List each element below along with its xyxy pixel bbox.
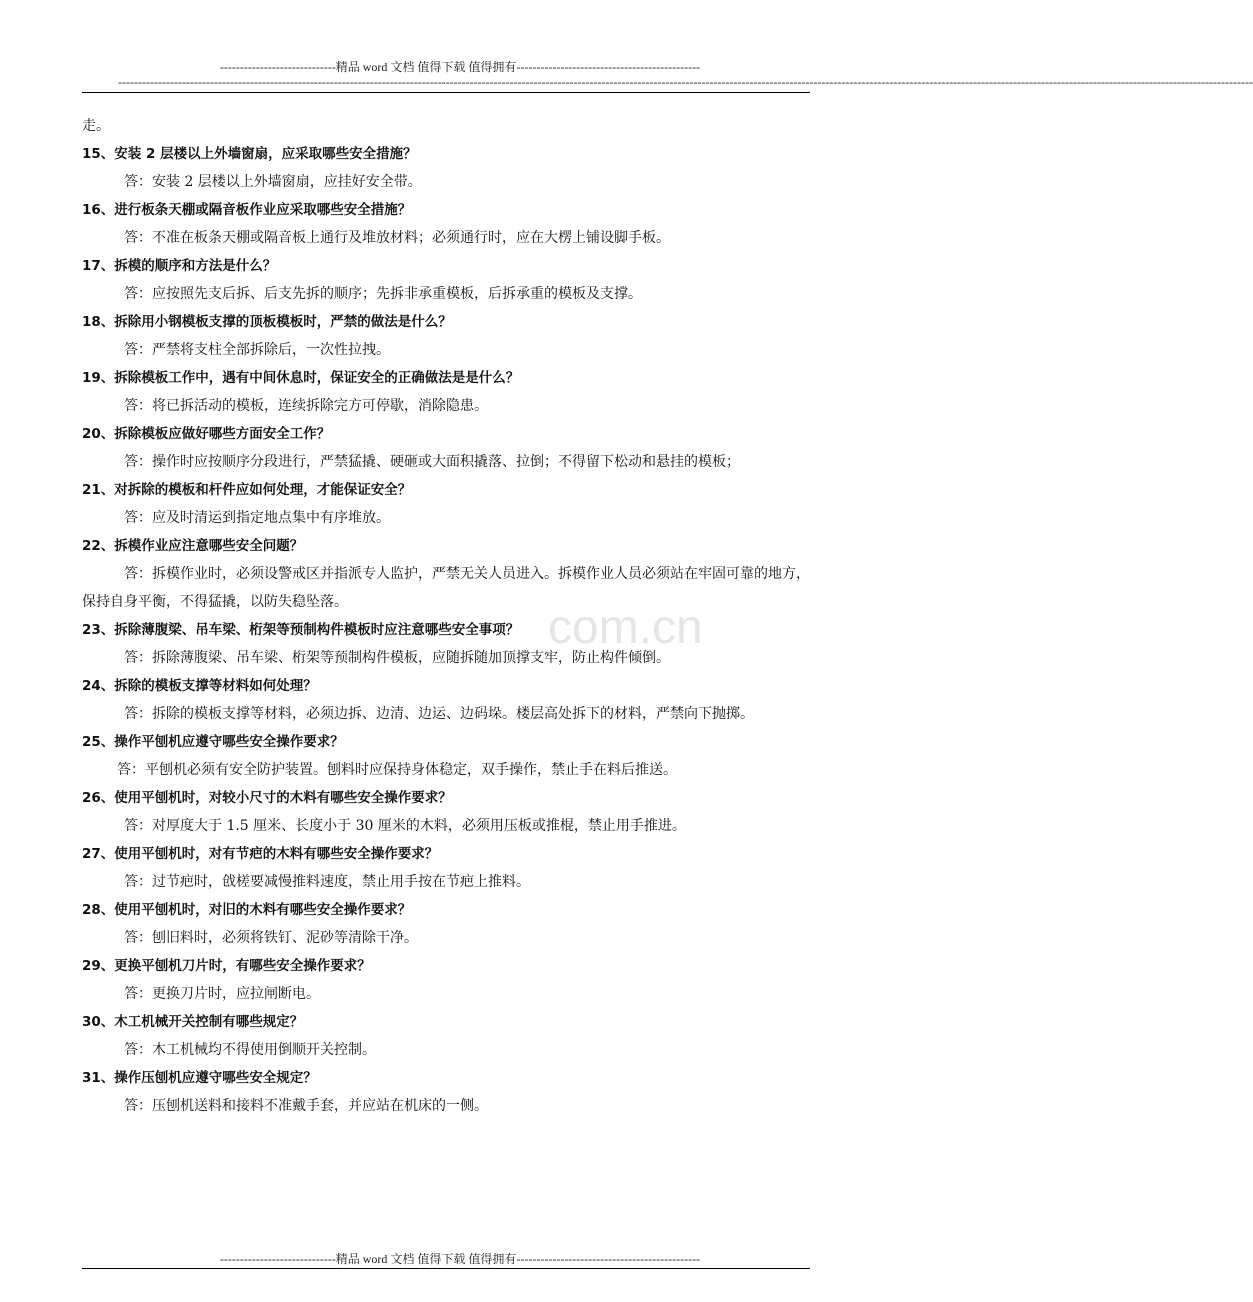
question-24: 24、拆除的模板支撑等材料如何处理？	[82, 678, 317, 694]
question-29: 29、更换平刨机刀片时，有哪些安全操作要求？	[82, 958, 371, 974]
answer-28: 答：刨旧料时，必须将铁钉、泥砂等清除干净。	[124, 930, 418, 946]
question-23: 23、拆除薄腹梁、吊车梁、桁架等预制构件模板时应注意哪些安全事项？	[82, 622, 520, 638]
answer-21: 答：应及时清运到指定地点集中有序堆放。	[124, 510, 390, 526]
answer-23: 答：拆除薄腹梁、吊车梁、桁架等预制构件模板，应随拆随加顶撑支牢，防止构件倾倒。	[124, 650, 670, 666]
answer-31: 答：压刨机送料和接料不准戴手套，并应站在机床的一侧。	[124, 1098, 488, 1114]
answer-19: 答：将已拆活动的模板，连续拆除完方可停歇，消除隐患。	[124, 398, 488, 414]
question-25: 25、操作平刨机应遵守哪些安全操作要求？	[82, 734, 344, 750]
header-rule	[82, 92, 810, 93]
question-26: 26、使用平刨机时，对较小尺寸的木料有哪些安全操作要求？	[82, 790, 452, 806]
answer-17: 答：应按照先支后拆、后支先拆的顺序；先拆非承重模板，后拆承重的模板及支撑。	[124, 286, 642, 302]
answer-16: 答：不准在板条天棚或隔音板上通行及堆放材料；必须通行时，应在大楞上铺设脚手板。	[124, 230, 670, 246]
question-16: 16、进行板条天棚或隔音板作业应采取哪些安全措施？	[82, 202, 412, 218]
question-20: 20、拆除模板应做好哪些方面安全工作？	[82, 426, 331, 442]
answer-26: 答：对厚度大于 1.5 厘米、长度小于 30 厘米的木料，必须用压板或推棍，禁止用手推进。	[124, 818, 686, 834]
question-17: 17、拆模的顺序和方法是什么？	[82, 258, 277, 274]
question-28: 28、使用平刨机时，对旧的木料有哪些安全操作要求？	[82, 902, 412, 918]
answer-15: 答：安装 2 层楼以上外墙窗扇，应挂好安全带。	[124, 174, 422, 190]
header-banner: -----------------------------精品 word 文档 值得下载 值得拥有----------------------------------------------	[219, 60, 701, 74]
question-15: 15、安装 2 层楼以上外墙窗扇，应采取哪些安全措施？	[82, 146, 417, 162]
answer-27: 答：过节疤时，戗槎要减慢推料速度，禁止用手按在节疤上推料。	[124, 874, 530, 890]
question-31: 31、操作压刨机应遵守哪些安全规定？	[82, 1070, 317, 1086]
header-dash-line: --------------------------------------------------------------------------------------------------------------------------------------------------------------------------------------------------------------------------------------------------------------------------------------------	[118, 75, 1253, 89]
answer-20: 答：操作时应按顺序分段进行，严禁猛撬、硬砸或大面积撬落、拉倒；不得留下松动和悬挂的模板；	[124, 454, 740, 470]
question-21: 21、对拆除的模板和杆件应如何处理，才能保证安全？	[82, 482, 412, 498]
answer-18: 答：严禁将支柱全部拆除后，一次性拉拽。	[124, 342, 390, 358]
question-18: 18、拆除用小钢模板支撑的顶板模板时，严禁的做法是什么？	[82, 314, 452, 330]
footer-rule	[82, 1268, 810, 1269]
answer-25: 答：平刨机必须有安全防护装置。刨料时应保持身体稳定，双手操作，禁止手在料后推送。	[117, 762, 677, 778]
answer-29: 答：更换刀片时，应拉闸断电。	[124, 986, 320, 1002]
watermark: com.cn	[548, 601, 703, 654]
answer-22: 答：拆模作业时，必须设警戒区并指派专人监护，严禁无关人员进入。拆模作业人员必须站在牢固可靠的地方，保持自身平衡，不得猛撬，以防失稳坠落。	[82, 566, 810, 610]
question-27: 27、使用平刨机时，对有节疤的木料有哪些安全操作要求？	[82, 846, 439, 862]
question-22: 22、拆模作业应注意哪些安全问题？	[82, 538, 304, 554]
answer-24: 答：拆除的模板支撑等材料，必须边拆、边清、边运、边码垛。楼层高处拆下的材料，严禁向下抛掷。	[124, 706, 754, 722]
answer-30: 答：木工机械均不得使用倒顺开关控制。	[124, 1042, 376, 1058]
lead-text: 走。	[82, 118, 110, 134]
question-19: 19、拆除模板工作中，遇有中间休息时，保证安全的正确做法是是什么？	[82, 370, 520, 386]
question-30: 30、木工机械开关控制有哪些规定？	[82, 1014, 304, 1030]
document-body	[82, 112, 810, 1120]
footer-banner: -----------------------------精品 word 文档 值得下载 值得拥有----------------------------------------------	[219, 1252, 701, 1266]
